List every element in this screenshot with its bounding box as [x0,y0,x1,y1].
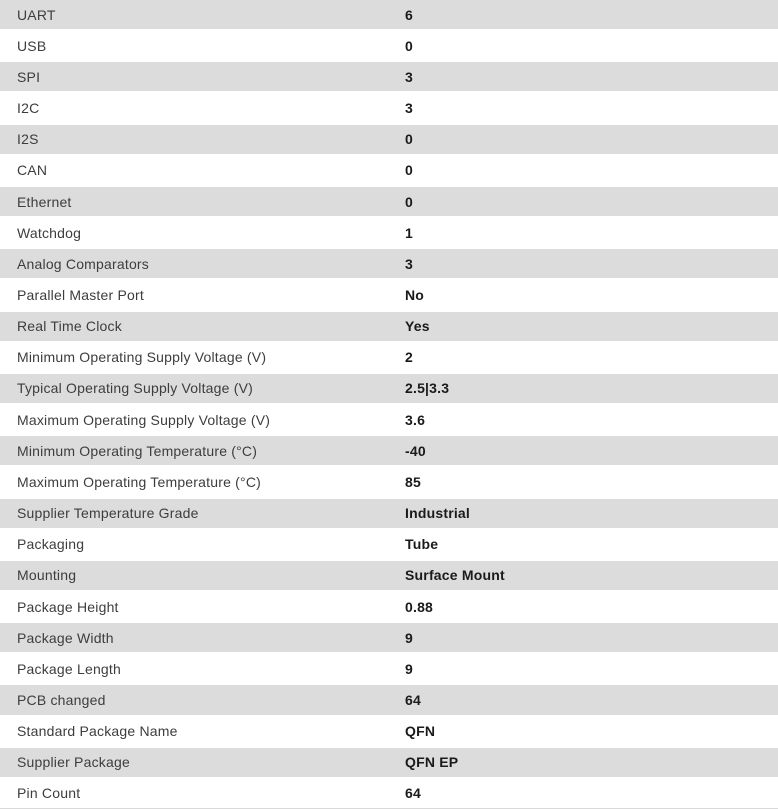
table-row [0,405,778,434]
table-row [0,654,778,683]
table-row [0,218,778,247]
spec-label: Supplier Package [17,754,130,771]
spec-value: 64 [405,785,421,802]
spec-value: 1 [405,224,413,241]
spec-value: 85 [405,473,421,490]
spec-value: 0 [405,193,413,210]
spec-label: Mounting [17,567,77,584]
spec-value: 2 [405,349,413,366]
table-row [0,156,778,185]
table-row [0,559,778,592]
spec-label: PCB changed [17,692,106,709]
table-row [0,310,778,343]
spec-value: 0 [405,37,413,54]
spec-label: Package Length [17,660,121,677]
spec-label: Pin Count [17,785,81,802]
table-row [0,280,778,309]
table-row [0,372,778,405]
spec-value: Tube [405,536,439,553]
spec-label: Supplier Temperature Grade [17,505,199,522]
table-row [0,343,778,372]
table-row [0,93,778,122]
spec-value: 3 [405,255,413,272]
spec-label: I2S [17,131,39,148]
spec-value: -40 [405,442,426,459]
table-row [0,467,778,496]
table-row [0,779,778,808]
spec-value: 3.6 [405,411,426,428]
spec-value: 0.88 [405,598,434,615]
table-row [0,683,778,716]
spec-value: 0 [405,162,413,179]
table-row [0,592,778,621]
table-row [0,717,778,746]
table-row [0,60,778,93]
spec-label: Typical Operating Supply Voltage (V) [17,380,253,397]
spec-value: QFN [405,723,436,740]
spec-label: I2C [17,100,40,117]
spec-value: 64 [405,692,421,709]
spec-value: 3 [405,68,413,85]
spec-label: Ethernet [17,193,72,210]
spec-value: 2.5|3.3 [405,380,450,397]
table-row [0,746,778,779]
spec-label: Standard Package Name [17,723,178,740]
spec-label: SPI [17,68,41,85]
spec-label: Packaging [17,536,85,553]
table-row [0,621,778,654]
table-row [0,0,778,31]
spec-value: Yes [405,318,430,335]
table-row [0,123,778,156]
spec-value: 9 [405,660,413,677]
spec-value: 6 [405,6,413,23]
spec-label: Package Height [17,598,119,615]
spec-value: 0 [405,131,413,148]
spec-label: Analog Comparators [17,255,149,272]
table-row [0,434,778,467]
spec-label: UART [17,6,56,23]
spec-label: Maximum Operating Temperature (°C) [17,473,261,490]
spec-label: Parallel Master Port [17,286,144,303]
spec-label: USB [17,37,47,54]
spec-value: No [405,286,425,303]
table-row [0,247,778,280]
spec-label: Minimum Operating Temperature (°C) [17,442,258,459]
spec-value: Surface Mount [405,567,505,584]
spec-label: Real Time Clock [17,318,122,335]
spec-value: Industrial [405,505,471,522]
spec-value: 3 [405,100,413,117]
spec-label: Minimum Operating Supply Voltage (V) [17,349,267,366]
spec-label: CAN [17,162,48,179]
table-row [0,530,778,559]
table-row [0,497,778,530]
spec-label: Package Width [17,629,114,646]
table-row [0,185,778,218]
table-row [0,31,778,60]
spec-label: Maximum Operating Supply Voltage (V) [17,411,271,428]
spec-label: Watchdog [17,224,82,241]
spec-value: 9 [405,629,413,646]
spec-value: QFN EP [405,754,459,771]
